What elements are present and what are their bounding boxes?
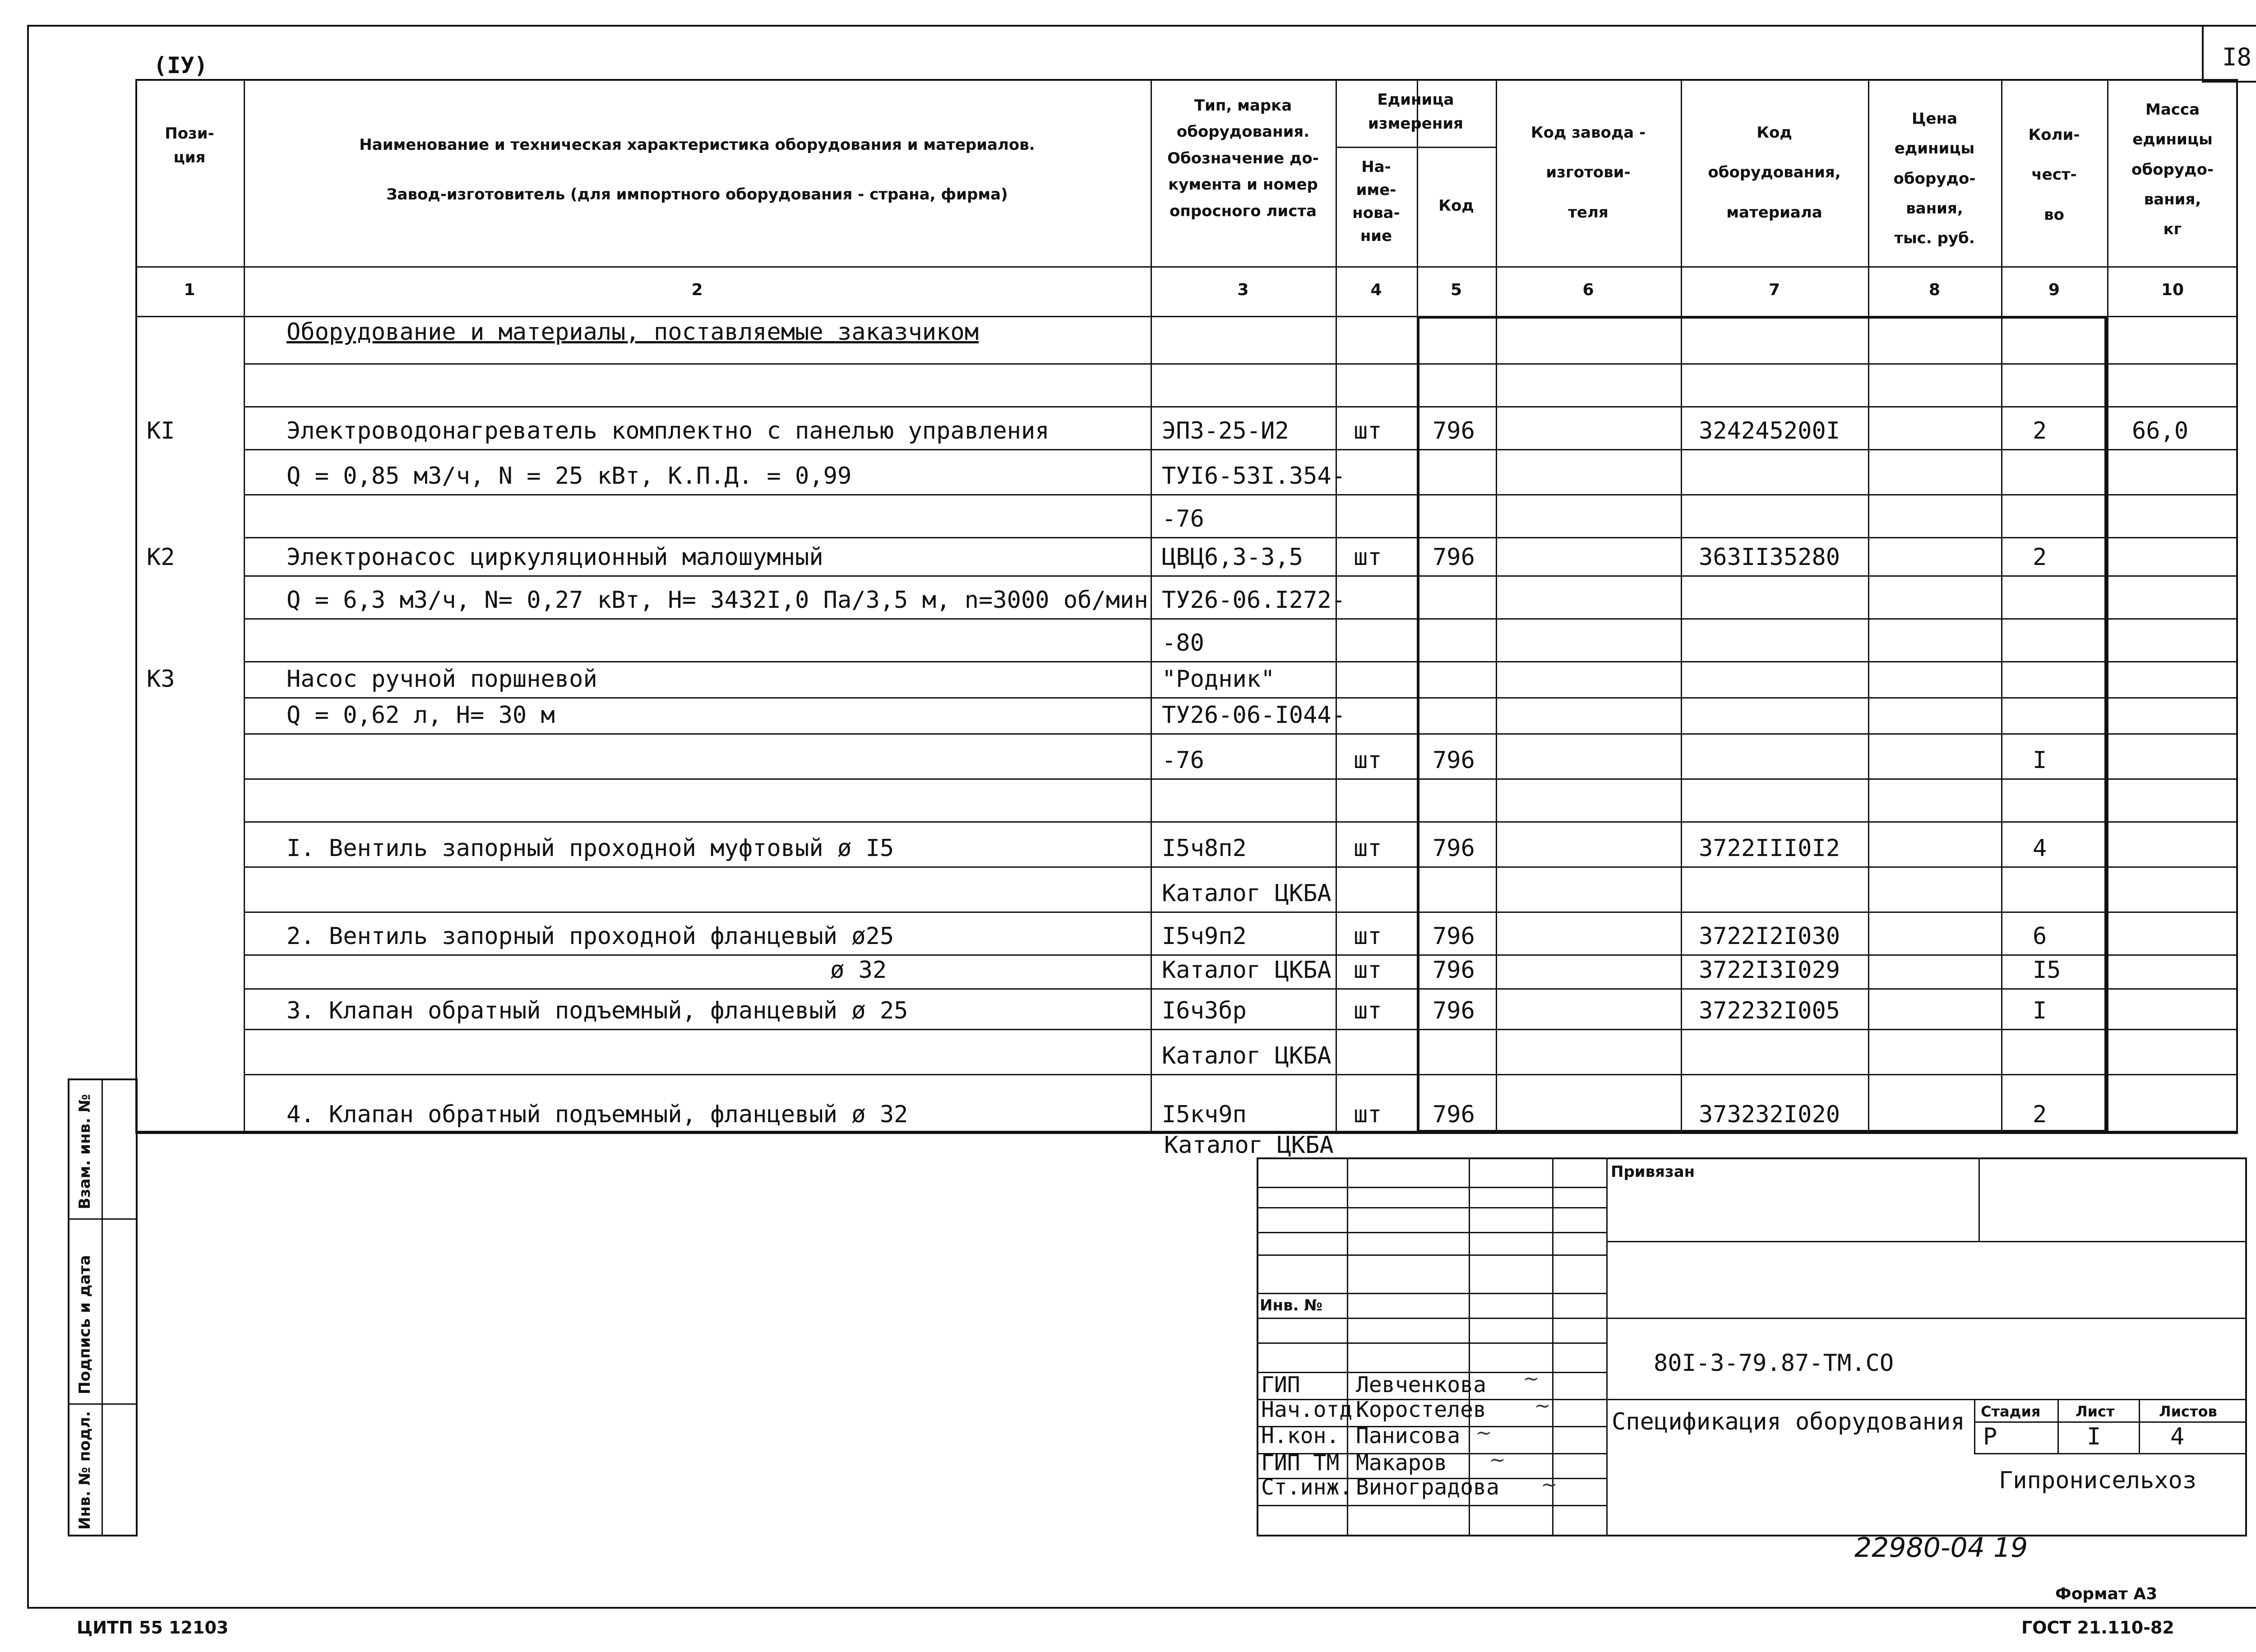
- signature-mark: ~: [1534, 1394, 1551, 1417]
- cell-eq: 3722III0I2: [1699, 835, 1840, 862]
- cell-code: 796: [1433, 417, 1475, 444]
- header-name-line2: Завод-изготовитель (для импортного оборудования - страна, фирма): [386, 185, 1008, 204]
- cell-code: 796: [1433, 923, 1475, 950]
- cell-name: ø 32: [830, 957, 887, 984]
- signature-mark: ~: [1475, 1421, 1492, 1444]
- cell-code: 796: [1433, 747, 1475, 774]
- cell-name: 4. Клапан обратный подъемный, фланцевый ø 32: [287, 1101, 908, 1128]
- cell-eq: 3722I2I030: [1699, 923, 1840, 950]
- signature-name: Коростелев: [1356, 1397, 1486, 1422]
- cell-unit: шт: [1354, 923, 1382, 950]
- cell-qty: I5: [2033, 957, 2061, 984]
- signature-role: Ст.инж.: [1261, 1475, 1353, 1500]
- signature-mark: ~: [1523, 1367, 1539, 1390]
- cell-name: I. Вентиль запорный проходной муфтовый ø I5: [287, 835, 894, 862]
- cell-name: Оборудование и материалы, поставляемые заказчиком: [287, 319, 979, 346]
- header-position: Пози- ция: [165, 125, 214, 167]
- column-number: 10: [2161, 281, 2184, 299]
- footer-left: ЦИТП 55 12103: [77, 1618, 229, 1638]
- stage-value: Р: [1983, 1423, 1997, 1450]
- cell-pos: К3: [147, 666, 175, 693]
- cell-unit: шт: [1354, 957, 1382, 984]
- cell-type: I5кч9п: [1162, 1101, 1247, 1128]
- cell-code: 796: [1433, 544, 1475, 571]
- cell-unit: шт: [1354, 544, 1382, 571]
- cell-type: Каталог ЦКБА: [1162, 957, 1331, 984]
- side-label-signature-date: Подпись и дата: [76, 1255, 94, 1394]
- cell-qty: I: [2033, 747, 2047, 774]
- cell-qty: 2: [2033, 544, 2047, 571]
- stamp-number: 22980-04 19: [1854, 1532, 2028, 1564]
- cell-name: Электроводонагреватель комплектно с панелью управления: [287, 417, 1049, 444]
- header-type: Тип, марка оборудования. Обозначение до- кумента и номер опросного листа: [1167, 97, 1319, 220]
- cell-unit: шт: [1354, 835, 1382, 862]
- cell-code: 796: [1433, 957, 1475, 984]
- signature-role: ГИП: [1261, 1372, 1300, 1397]
- column-number: 1: [184, 281, 195, 299]
- signature-name: Виноградова: [1356, 1475, 1499, 1500]
- cell-qty: 2: [2033, 417, 2047, 444]
- document-code: 80I-3-79.87-ТМ.СО: [1654, 1350, 1894, 1377]
- cell-name: 2. Вентиль запорный проходной фланцевый ø25: [287, 923, 894, 950]
- cell-unit: шт: [1354, 1101, 1382, 1128]
- signature-mark: ~: [1489, 1448, 1506, 1472]
- cell-type: I5ч9п2: [1162, 923, 1247, 950]
- cell-unit: шт: [1354, 417, 1382, 444]
- cell-qty: 4: [2033, 835, 2047, 862]
- cell-unit: шт: [1354, 747, 1382, 774]
- header-quantity: Коли- чест- во: [2028, 126, 2080, 224]
- signature-role: Нач.отд.: [1261, 1397, 1366, 1422]
- side-label-inv-podl: Инв. № подл.: [76, 1411, 94, 1530]
- cell-type: Каталог ЦКБА: [1162, 880, 1331, 907]
- header-unit: Единица измерения: [1368, 91, 1463, 133]
- column-number: 8: [1928, 281, 1941, 299]
- cell-code: 796: [1433, 835, 1475, 862]
- cell-name: Насос ручной поршневой: [287, 666, 597, 693]
- cell-qty: 6: [2033, 923, 2047, 950]
- cell-eq: 3722I3I029: [1699, 957, 1840, 984]
- signature-name: Левченкова: [1356, 1372, 1486, 1397]
- cell-name: 3. Клапан обратный подъемный, фланцевый ø 25: [287, 997, 908, 1024]
- cell-type: ТУI6-53I.354-: [1162, 463, 1345, 490]
- header-plant-code: Код завода - изготови- теля: [1530, 124, 1646, 222]
- cell-name: Q = 0,62 л, H= 30 м: [287, 702, 555, 729]
- cell-qty: 2: [2033, 1101, 2047, 1128]
- cell-pos: КI: [147, 417, 175, 444]
- format-label: Формат А3: [2055, 1585, 2158, 1603]
- cell-code: 796: [1433, 1101, 1475, 1128]
- header-equipment-code: Код оборудования, материала: [1708, 124, 1841, 222]
- signature-role: ГИП ТМ: [1261, 1450, 1340, 1476]
- column-number: 5: [1450, 281, 1462, 299]
- column-number: 6: [1582, 281, 1594, 299]
- header-unit-name: На- име- нова- ние: [1352, 158, 1400, 245]
- signature-name: Макаров: [1356, 1450, 1447, 1476]
- column-number: 2: [691, 281, 703, 299]
- column-number: 4: [1370, 281, 1382, 299]
- cell-mass: 66,0: [2132, 417, 2189, 444]
- cell-unit: шт: [1354, 997, 1382, 1024]
- cell-type: "Родник": [1162, 666, 1275, 693]
- cell-type: -80: [1162, 629, 1204, 657]
- cell-name: Q = 0,85 м3/ч, N = 25 кВт, К.П.Д. = 0,99: [287, 463, 852, 490]
- cell-name: Электронасос циркуляционный малошумный: [287, 544, 823, 571]
- cell-eq: 373232I020: [1699, 1101, 1840, 1128]
- cell-type: Каталог ЦКБА: [1162, 1042, 1331, 1069]
- cell-type: ТУ26-06-I044-: [1162, 702, 1345, 729]
- cell-eq: 372232I005: [1699, 997, 1840, 1024]
- column-number: 9: [2048, 281, 2060, 299]
- sheet-value: I: [2087, 1423, 2101, 1450]
- footer-right: ГОСТ 21.110-82: [2021, 1618, 2174, 1638]
- signature-role: Н.кон.: [1261, 1423, 1340, 1448]
- cell-eq: 324245200I: [1699, 417, 1840, 444]
- cell-type: -76: [1162, 505, 1204, 532]
- sheets-label: Листов: [2159, 1403, 2217, 1420]
- header-unit-code: Код: [1438, 197, 1474, 215]
- page-number: I8: [2222, 43, 2252, 71]
- cell-code: 796: [1433, 997, 1475, 1024]
- column-number: 3: [1237, 281, 1249, 299]
- stage-label: Стадия: [1981, 1403, 2041, 1420]
- sheets-value: 4: [2170, 1423, 2185, 1450]
- type-continuation: Каталог ЦКБА: [1164, 1132, 1334, 1159]
- cell-type: ТУ26-06.I272-: [1162, 587, 1345, 614]
- cell-qty: I: [2033, 997, 2047, 1024]
- header-mass: Масса единицы оборудо- вания, кг: [2131, 101, 2214, 239]
- privyazan-label: Привязан: [1611, 1163, 1695, 1181]
- organization: Гипронисельхоз: [1999, 1467, 2197, 1494]
- signature-mark: ~: [1541, 1473, 1558, 1496]
- cell-eq: 363II35280: [1699, 544, 1840, 571]
- cell-pos: К2: [147, 544, 175, 571]
- cell-type: I5ч8п2: [1162, 835, 1247, 862]
- cell-type: -76: [1162, 747, 1204, 774]
- header-price: Цена единицы оборудо- вания, тыс. руб.: [1893, 110, 1976, 248]
- column-number: 7: [1768, 281, 1780, 299]
- document-title: Спецификация оборудования: [1612, 1408, 1965, 1435]
- signature-name: Панисова: [1356, 1423, 1461, 1448]
- cell-type: ЭПЗ-25-И2: [1162, 417, 1289, 444]
- side-label-vzam-inv: Взам. инв. №: [76, 1094, 94, 1209]
- corner-label: (IУ): [153, 52, 208, 79]
- cell-name: Q = 6,3 м3/ч, N= 0,27 кВт, H= 3432I,0 Па/3,5 м, n=3000 об/мин: [287, 587, 1148, 614]
- header-name-line1: Наименование и техническая характеристика оборудования и материалов.: [359, 136, 1035, 154]
- cell-type: I6ч3бр: [1162, 997, 1247, 1024]
- cell-type: ЦВЦ6,3-3,5: [1162, 544, 1304, 571]
- sheet-label: Лист: [2076, 1403, 2115, 1420]
- inv-number-label: Инв. №: [1260, 1296, 1323, 1314]
